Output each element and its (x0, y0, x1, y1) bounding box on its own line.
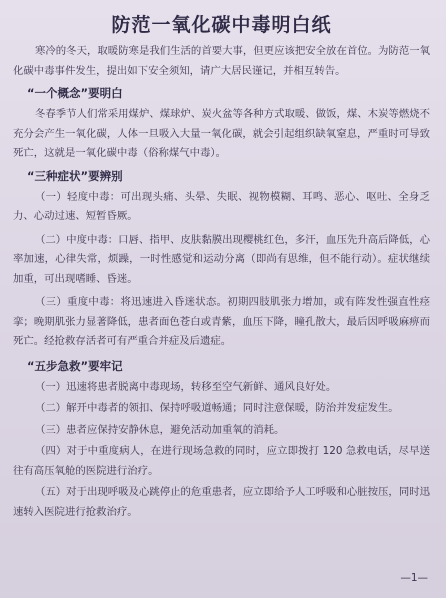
page-number: —1— (400, 572, 428, 584)
intro-paragraph: 寒冷的冬天，取暖防寒是我们生活的首要大事，但更应该把安全放在首位。为防范一氧化碳中毒事件发生，提出如下安全须知，请广大居民谨记，并相互转告。 (13, 45, 430, 77)
concept-paragraph: 冬春季节人们常采用煤炉、煤球炉、炭火盆等各种方式取暖、做饭，煤、木炭等燃烧不充分会产生一氧化碳，人体一旦吸入大量一氧化碳，就会引起组织缺氧窒息，严重时可导致死亡，这就是一氧化碳中毒（俗称煤气中毒）。 (13, 108, 430, 159)
section-heading-first-aid: “五步急救”要牢记 (27, 358, 123, 373)
symptom-item-mild: （一）轻度中毒：可出现头痛、头晕、失眠、视物模糊、耳鸣、恶心、呕吐、全身乏力、心动过速、短暂昏厥。 (13, 190, 430, 222)
symptom-item-moderate: （二）中度中毒：口唇、指甲、皮肤黏膜出现樱桃红色，多汗，血压先升高后降低，心率加速，心律失常，烦躁，一时性感觉和运动分离（即尚有思维，但不能行动）。症状继续加重，可出现嗜睡、昏迷。 (13, 233, 430, 285)
first-aid-item-3: （三）患者应保持安静休息，避免活动加重氧的消耗。 (35, 423, 285, 436)
document-title: 防范一氧化碳中毒明白纸 (111, 14, 332, 36)
first-aid-item-2: （二）解开中毒者的领扣、保持呼吸道畅通；同时注意保暖，防治并发症发生。 (35, 402, 399, 414)
section-heading-symptoms: “三种症状”要辨别 (27, 168, 123, 183)
section-heading-concept: “一个概念”要明白 (27, 86, 123, 100)
first-aid-item-4: （四）对于中重度病人，在进行现场急救的同时，应立即拨打 120 急救电话，尽早送往有高压氧舱的医院进行治疗。 (13, 445, 430, 477)
first-aid-item-5: （五）对于出现呼吸及心跳停止的危重患者，应立即给予人工呼吸和心脏按压，同时迅速转入医院进行抢救治疗。 (13, 486, 430, 518)
first-aid-item-1: （一）迅速将患者脱离中毒现场，转移至空气新鲜、通风良好处。 (35, 380, 337, 393)
symptom-item-severe: （三）重度中毒：将迅速进入昏迷状态。初期四肢肌张力增加，或有阵发性强直性痉挛；晚期肌张力显著降低，患者面色苍白或青紫，血压下降，瞳孔散大，最后因呼吸麻痹而死亡。经抢救存活者可有严重合并症及后遗症。 (13, 296, 430, 347)
